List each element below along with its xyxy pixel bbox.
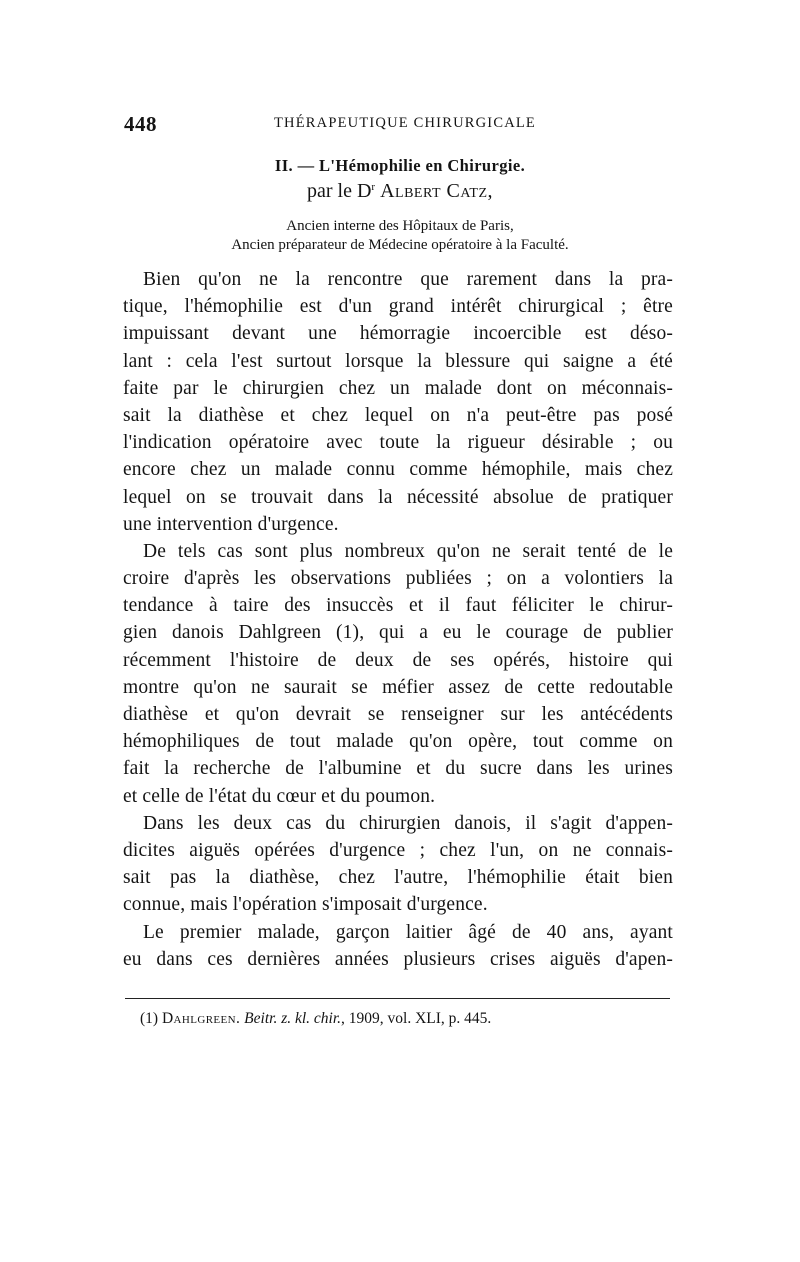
text-line: eu dans ces dernières années plusieurs crises aiguës d'apen- xyxy=(123,948,673,970)
page-number: 448 xyxy=(124,112,157,136)
footnote-author: Dahlgreen. xyxy=(161,1010,241,1027)
text-line: montre qu'on ne saurait se méfier assez de cette redoutable xyxy=(123,676,673,698)
author-line xyxy=(0,180,800,203)
text-line: l'indication opératoire avec toute la rigueur désirable ; ou xyxy=(123,432,673,454)
text-line: encore chez un malade connu comme hémophile, mais chez xyxy=(123,459,673,481)
text-line: lequel on se trouvait dans la nécessité absolue de pratiquer xyxy=(123,486,673,508)
text-line: faite par le chirurgien chez un malade dont on méconnais- xyxy=(123,377,673,399)
text-line: fait la recherche de l'albumine et du sucre dans les urines xyxy=(123,758,673,780)
text-line: gien danois Dahlgreen (1), qui a eu le courage de publier xyxy=(123,622,673,644)
running-title: THÉRAPEUTIQUE CHIRURGICALE xyxy=(274,115,536,131)
text-line: une intervention d'urgence. xyxy=(123,513,339,535)
affiliation-line: Ancien préparateur de Médecine opératoire à la Faculté. xyxy=(231,237,569,253)
footnote xyxy=(140,1010,491,1028)
author-name: Albert Catz, xyxy=(380,180,494,202)
text-line: hémophiliques de tout malade qu'on opère, tout comme on xyxy=(123,731,673,753)
author-prefix: par le D xyxy=(306,180,372,202)
text-line: Le premier malade, garçon laitier âgé de 40 ans, ayant xyxy=(143,921,673,943)
text-line: sait la diathèse et chez lequel on n'a peut-être pas posé xyxy=(123,404,673,426)
body-text xyxy=(123,266,673,973)
text-line: dicites aiguës opérées d'urgence ; chez l'un, on ne connais- xyxy=(123,839,673,861)
text-line: diathèse et qu'on devrait se renseigner sur les antécédents xyxy=(123,704,673,725)
text-line: et celle de l'état du cœur et du poumon. xyxy=(123,785,436,807)
section-title: II. — L'Hémophilie en Chirurgie. xyxy=(274,156,526,175)
affiliation-line: Ancien interne des Hôpitaux de Paris, xyxy=(286,218,514,234)
text-line: croire d'après les observations publiées ; on a volontiers la xyxy=(123,568,673,590)
text-line: Bien qu'on ne la rencontre que rarement dans la pra- xyxy=(143,269,673,290)
running-head xyxy=(124,112,676,136)
footnote-journal: Beitr. z. kl. chir. xyxy=(244,1010,342,1027)
text-line: De tels cas sont plus nombreux qu'on ne serait tenté de le xyxy=(143,540,673,562)
text-line: sait pas la diathèse, chez l'autre, l'hémophilie était bien xyxy=(123,867,673,889)
text-line: lant : cela l'est surtout lorsque la blessure qui saigne a été xyxy=(123,350,673,372)
author-title-superscript: r xyxy=(371,181,376,193)
footnote-divider xyxy=(125,998,670,999)
text-line: tique, l'hémophilie est d'un grand intérêt chirurgical ; être xyxy=(123,296,673,318)
text-line: récemment l'histoire de deux de ses opérés, histoire qui xyxy=(123,649,673,671)
text-line: tendance à taire des insuccès et il faut féliciter le chirur- xyxy=(123,595,673,617)
text-line: impuissant devant une hémorragie incoercible est déso- xyxy=(123,323,673,345)
footnote-marker: (1) xyxy=(140,1010,159,1027)
text-line: Dans les deux cas du chirurgien danois, il s'agit d'appen- xyxy=(143,812,673,834)
text-line: connue, mais l'opération s'imposait d'urgence. xyxy=(123,894,488,916)
footnote-details: , 1909, vol. XLI, p. 445. xyxy=(341,1010,492,1027)
